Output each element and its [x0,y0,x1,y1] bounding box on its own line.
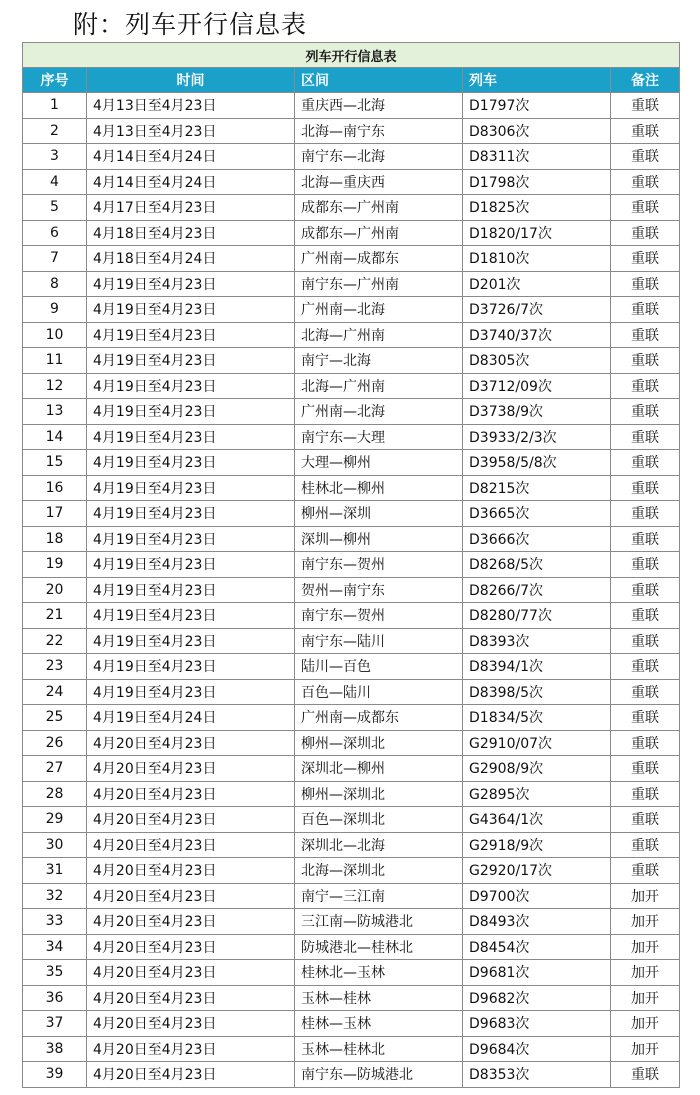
cell-train: D8266/7次 [463,577,611,603]
cell-section: 百色—陆川 [295,679,463,705]
cell-train: G2910/07次 [463,730,611,756]
cell-train: G2918/9次 [463,832,611,858]
table-row [23,1062,680,1088]
cell-section: 南宁东—北海 [295,144,463,170]
cell-section: 南宁东—贺州 [295,552,463,578]
cell-index: 18 [23,526,87,552]
cell-train: D3726/7次 [463,297,611,323]
cell-section: 玉林—桂林 [295,985,463,1011]
cell-time: 4月19日至4月23日 [87,501,295,527]
cell-index: 17 [23,501,87,527]
cell-remark: 重联 [611,169,680,195]
cell-train: D9700次 [463,883,611,909]
cell-section: 北海—重庆西 [295,169,463,195]
cell-index: 8 [23,271,87,297]
cell-time: 4月19日至4月24日 [87,705,295,731]
cell-time: 4月19日至4月23日 [87,373,295,399]
col-header-index: 序号 [23,68,87,93]
cell-train: D9684次 [463,1036,611,1062]
table-row [23,501,680,527]
cell-train: D8393次 [463,628,611,654]
cell-time: 4月14日至4月24日 [87,169,295,195]
cell-index: 31 [23,858,87,884]
cell-train: D9682次 [463,985,611,1011]
table-row [23,807,680,833]
cell-index: 13 [23,399,87,425]
cell-time: 4月20日至4月23日 [87,730,295,756]
cell-remark: 重联 [611,858,680,884]
cell-remark: 重联 [611,730,680,756]
table-header-row [23,68,680,93]
cell-time: 4月19日至4月23日 [87,322,295,348]
cell-index: 21 [23,603,87,629]
cell-remark: 重联 [611,756,680,782]
cell-time: 4月20日至4月23日 [87,909,295,935]
col-header-remark: 备注 [611,68,680,93]
cell-remark: 重联 [611,832,680,858]
cell-remark: 重联 [611,424,680,450]
cell-time: 4月19日至4月23日 [87,552,295,578]
cell-train: D3958/5/8次 [463,450,611,476]
cell-section: 南宁东—贺州 [295,603,463,629]
cell-index: 22 [23,628,87,654]
cell-time: 4月20日至4月23日 [87,960,295,986]
cell-index: 9 [23,297,87,323]
col-header-time: 时间 [87,68,295,93]
cell-remark: 重联 [611,322,680,348]
cell-time: 4月18日至4月23日 [87,220,295,246]
cell-index: 2 [23,118,87,144]
cell-time: 4月14日至4月24日 [87,144,295,170]
cell-time: 4月19日至4月23日 [87,679,295,705]
cell-remark: 加开 [611,934,680,960]
cell-time: 4月19日至4月23日 [87,348,295,374]
cell-time: 4月19日至4月23日 [87,424,295,450]
cell-time: 4月19日至4月23日 [87,526,295,552]
cell-index: 32 [23,883,87,909]
cell-remark: 重联 [611,220,680,246]
cell-section: 柳州—深圳北 [295,730,463,756]
table-row [23,628,680,654]
cell-section: 南宁—三江南 [295,883,463,909]
cell-remark: 加开 [611,883,680,909]
cell-index: 4 [23,169,87,195]
cell-time: 4月19日至4月23日 [87,297,295,323]
cell-index: 7 [23,246,87,272]
table-row [23,858,680,884]
cell-train: D8306次 [463,118,611,144]
cell-index: 26 [23,730,87,756]
table-row [23,399,680,425]
cell-train: D8215次 [463,475,611,501]
cell-time: 4月20日至4月23日 [87,1011,295,1037]
table-row [23,144,680,170]
cell-train: D3665次 [463,501,611,527]
table-body [23,93,680,1088]
cell-remark: 重联 [611,526,680,552]
table-row [23,552,680,578]
cell-index: 39 [23,1062,87,1088]
cell-remark: 加开 [611,909,680,935]
cell-remark: 重联 [611,195,680,221]
cell-remark: 重联 [611,628,680,654]
cell-train: G4364/1次 [463,807,611,833]
cell-section: 三江南—防城港北 [295,909,463,935]
cell-index: 6 [23,220,87,246]
cell-train: D3933/2/3次 [463,424,611,450]
cell-index: 19 [23,552,87,578]
cell-section: 百色—深圳北 [295,807,463,833]
cell-remark: 重联 [611,450,680,476]
cell-section: 北海—广州南 [295,373,463,399]
cell-train: D8311次 [463,144,611,170]
cell-section: 广州南—北海 [295,399,463,425]
cell-index: 38 [23,1036,87,1062]
table-row [23,93,680,119]
cell-train: D8394/1次 [463,654,611,680]
col-header-train: 列车 [463,68,611,93]
cell-remark: 重联 [611,93,680,119]
cell-index: 33 [23,909,87,935]
cell-remark: 重联 [611,297,680,323]
table-row [23,297,680,323]
cell-index: 29 [23,807,87,833]
cell-remark: 重联 [611,399,680,425]
cell-index: 12 [23,373,87,399]
cell-index: 35 [23,960,87,986]
cell-index: 36 [23,985,87,1011]
cell-time: 4月19日至4月23日 [87,399,295,425]
cell-time: 4月20日至4月23日 [87,858,295,884]
cell-time: 4月20日至4月23日 [87,832,295,858]
cell-remark: 重联 [611,807,680,833]
table-row [23,475,680,501]
table-row [23,526,680,552]
cell-section: 南宁东—陆川 [295,628,463,654]
cell-section: 重庆西—北海 [295,93,463,119]
table-row [23,220,680,246]
cell-index: 34 [23,934,87,960]
cell-time: 4月20日至4月23日 [87,807,295,833]
cell-remark: 重联 [611,577,680,603]
table-row [23,654,680,680]
table-row [23,348,680,374]
cell-time: 4月18日至4月24日 [87,246,295,272]
cell-section: 深圳—柳州 [295,526,463,552]
table-row [23,832,680,858]
cell-remark: 重联 [611,475,680,501]
cell-train: D1834/5次 [463,705,611,731]
col-header-section: 区间 [295,68,463,93]
cell-train: D201次 [463,271,611,297]
table-row [23,960,680,986]
cell-remark: 重联 [611,501,680,527]
table-row [23,1036,680,1062]
cell-index: 30 [23,832,87,858]
table-row [23,756,680,782]
cell-time: 4月13日至4月23日 [87,93,295,119]
cell-section: 桂林—玉林 [295,1011,463,1037]
table-row [23,169,680,195]
table-row [23,985,680,1011]
cell-index: 10 [23,322,87,348]
cell-section: 深圳北—北海 [295,832,463,858]
table-row [23,883,680,909]
cell-train: D8454次 [463,934,611,960]
cell-section: 南宁—北海 [295,348,463,374]
cell-remark: 重联 [611,654,680,680]
cell-section: 南宁东—防城港北 [295,1062,463,1088]
cell-section: 广州南—成都东 [295,246,463,272]
table-row [23,603,680,629]
cell-index: 23 [23,654,87,680]
train-schedule-table [22,42,680,1088]
table-row [23,1011,680,1037]
cell-train: D8280/77次 [463,603,611,629]
cell-train: D9681次 [463,960,611,986]
cell-section: 桂林北—柳州 [295,475,463,501]
cell-time: 4月19日至4月23日 [87,577,295,603]
cell-time: 4月20日至4月23日 [87,934,295,960]
cell-time: 4月20日至4月23日 [87,985,295,1011]
cell-time: 4月20日至4月23日 [87,756,295,782]
table-title-row [23,43,680,68]
cell-remark: 重联 [611,271,680,297]
table-row [23,424,680,450]
cell-train: D3712/09次 [463,373,611,399]
cell-time: 4月20日至4月23日 [87,883,295,909]
cell-section: 北海—南宁东 [295,118,463,144]
cell-remark: 加开 [611,1011,680,1037]
cell-train: D3666次 [463,526,611,552]
cell-train: G2895次 [463,781,611,807]
table-row [23,781,680,807]
cell-section: 柳州—深圳 [295,501,463,527]
cell-remark: 重联 [611,781,680,807]
cell-index: 16 [23,475,87,501]
cell-time: 4月19日至4月23日 [87,603,295,629]
cell-time: 4月13日至4月23日 [87,118,295,144]
cell-index: 25 [23,705,87,731]
table-row [23,271,680,297]
cell-section: 桂林北—玉林 [295,960,463,986]
cell-train: D1820/17次 [463,220,611,246]
cell-section: 防城港北—桂林北 [295,934,463,960]
cell-time: 4月20日至4月23日 [87,1062,295,1088]
table-row [23,118,680,144]
cell-section: 玉林—桂林北 [295,1036,463,1062]
cell-time: 4月19日至4月23日 [87,628,295,654]
cell-section: 陆川—百色 [295,654,463,680]
cell-time: 4月19日至4月23日 [87,450,295,476]
table-row [23,195,680,221]
cell-index: 20 [23,577,87,603]
cell-index: 3 [23,144,87,170]
table-title: 列车开行信息表 [23,43,680,68]
cell-train: D1825次 [463,195,611,221]
cell-time: 4月19日至4月23日 [87,475,295,501]
cell-section: 北海—深圳北 [295,858,463,884]
cell-train: D8268/5次 [463,552,611,578]
cell-train: D8305次 [463,348,611,374]
cell-train: D1797次 [463,93,611,119]
cell-train: D1798次 [463,169,611,195]
cell-train: D1810次 [463,246,611,272]
cell-train: D3740/37次 [463,322,611,348]
cell-train: D3738/9次 [463,399,611,425]
cell-remark: 重联 [611,373,680,399]
cell-index: 24 [23,679,87,705]
cell-train: D8493次 [463,909,611,935]
table-row [23,730,680,756]
table-row [23,934,680,960]
cell-section: 成都东—广州南 [295,220,463,246]
cell-remark: 重联 [611,552,680,578]
cell-section: 深圳北—柳州 [295,756,463,782]
cell-remark: 加开 [611,1036,680,1062]
table-row [23,373,680,399]
cell-section: 大理—柳州 [295,450,463,476]
cell-time: 4月19日至4月23日 [87,654,295,680]
cell-time: 4月20日至4月23日 [87,781,295,807]
table-row [23,246,680,272]
cell-train: D8398/5次 [463,679,611,705]
cell-remark: 重联 [611,348,680,374]
table-row [23,322,680,348]
table-row [23,450,680,476]
cell-index: 11 [23,348,87,374]
cell-section: 广州南—成都东 [295,705,463,731]
table-row [23,909,680,935]
cell-index: 28 [23,781,87,807]
cell-remark: 重联 [611,603,680,629]
table-row [23,679,680,705]
cell-section: 贺州—南宁东 [295,577,463,603]
cell-remark: 重联 [611,1062,680,1088]
cell-remark: 重联 [611,246,680,272]
cell-remark: 加开 [611,960,680,986]
page-heading: 附：列车开行信息表 [73,10,308,39]
cell-index: 27 [23,756,87,782]
cell-train: D8353次 [463,1062,611,1088]
cell-section: 成都东—广州南 [295,195,463,221]
cell-remark: 重联 [611,144,680,170]
cell-remark: 重联 [611,118,680,144]
cell-time: 4月20日至4月23日 [87,1036,295,1062]
cell-section: 北海—广州南 [295,322,463,348]
cell-remark: 加开 [611,985,680,1011]
cell-remark: 重联 [611,679,680,705]
cell-index: 37 [23,1011,87,1037]
table-row [23,705,680,731]
cell-train: G2920/17次 [463,858,611,884]
cell-remark: 重联 [611,705,680,731]
table-row [23,577,680,603]
cell-section: 南宁东—大理 [295,424,463,450]
cell-train: G2908/9次 [463,756,611,782]
cell-index: 15 [23,450,87,476]
cell-index: 1 [23,93,87,119]
cell-train: D9683次 [463,1011,611,1037]
cell-section: 南宁东—广州南 [295,271,463,297]
cell-index: 14 [23,424,87,450]
cell-time: 4月19日至4月23日 [87,271,295,297]
cell-time: 4月17日至4月23日 [87,195,295,221]
cell-index: 5 [23,195,87,221]
cell-section: 柳州—深圳北 [295,781,463,807]
cell-section: 广州南—北海 [295,297,463,323]
